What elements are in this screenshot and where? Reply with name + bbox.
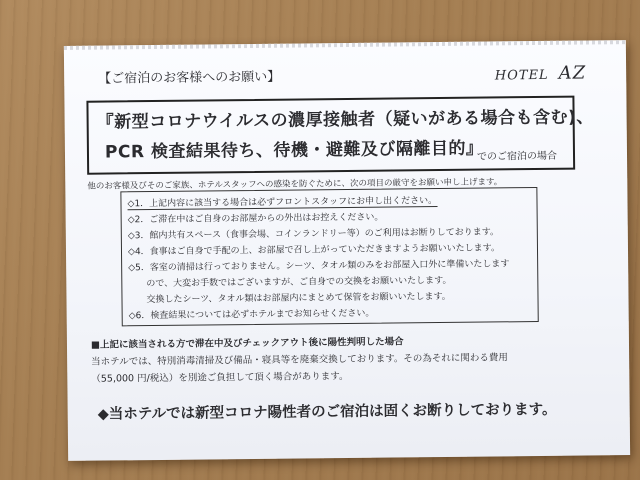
notice-title-line1: 『新型コロナウイルスの濃厚接触者（疑いがある場合も含む)、 [96, 107, 594, 133]
positive-case-heading: ■上記に該当される方で滞在中及びチェックアウト後に陽性判明した場合 [90, 336, 404, 351]
footer-statement: ◆当ホテルでは新型コロナ陽性者のご宿泊は固くお断りしております。 [97, 401, 557, 423]
hotel-name: AZ [558, 62, 587, 84]
rule-item: 交換したシーツ、タオル類はお部屋内にまとめて保管をお願いいたします。 [128, 291, 451, 306]
rule-item: ◇3．館内共有スペース（食事会場、コインランドリー等）のご利用はお断りしております。 [127, 227, 500, 242]
notice-sheet [64, 40, 630, 461]
positive-case-text: 当ホテルでは、特別消毒清掃及び備品・寝具等を廃棄交換しております。その為それに関わる費用 [91, 352, 508, 368]
hotel-label: HOTEL [494, 67, 549, 84]
rule-item: ◇1．上記内容に該当する場合は必ずフロントスタッフにお申し出ください。 [127, 193, 437, 210]
notice-title-line2: PCR 検査結果待ち、待機・避難及び隔離目的』 [104, 138, 484, 163]
notice-header: 【ご宿泊のお客様へのお願い】 [98, 69, 281, 87]
rule-item: ので、大変お手数ではございますが、ご自身での交換をお願いいたします。 [128, 275, 452, 290]
intro-text: 他のお客様及びそのご家族、ホテルスタッフへの感染を防ぐために、次の項目の厳守をお願い申し上げます。 [87, 177, 503, 192]
rule-item: ◇4．食事はご自身で手配の上、お部屋で召し上がっていただきますようお願いいたします。 [127, 243, 500, 258]
hotel-logo [495, 62, 587, 84]
rule-item: ◇5．客室の清掃は行っておりません。シーツ、タオル類のみをお部屋入口外に準備いたします [128, 259, 510, 274]
positive-case-text: （55,000 円/税込）を別途ご負担して頂く場合があります。 [91, 370, 349, 385]
rule-item: ◇2．ご滞在中はご自身のお部屋からの外出はお控えください。 [127, 212, 384, 226]
notice-title-suffix: でのご宿泊の場合 [476, 150, 558, 163]
rule-item: ◇6．検査結果については必ずホテルまでお知らせください。 [128, 308, 375, 322]
